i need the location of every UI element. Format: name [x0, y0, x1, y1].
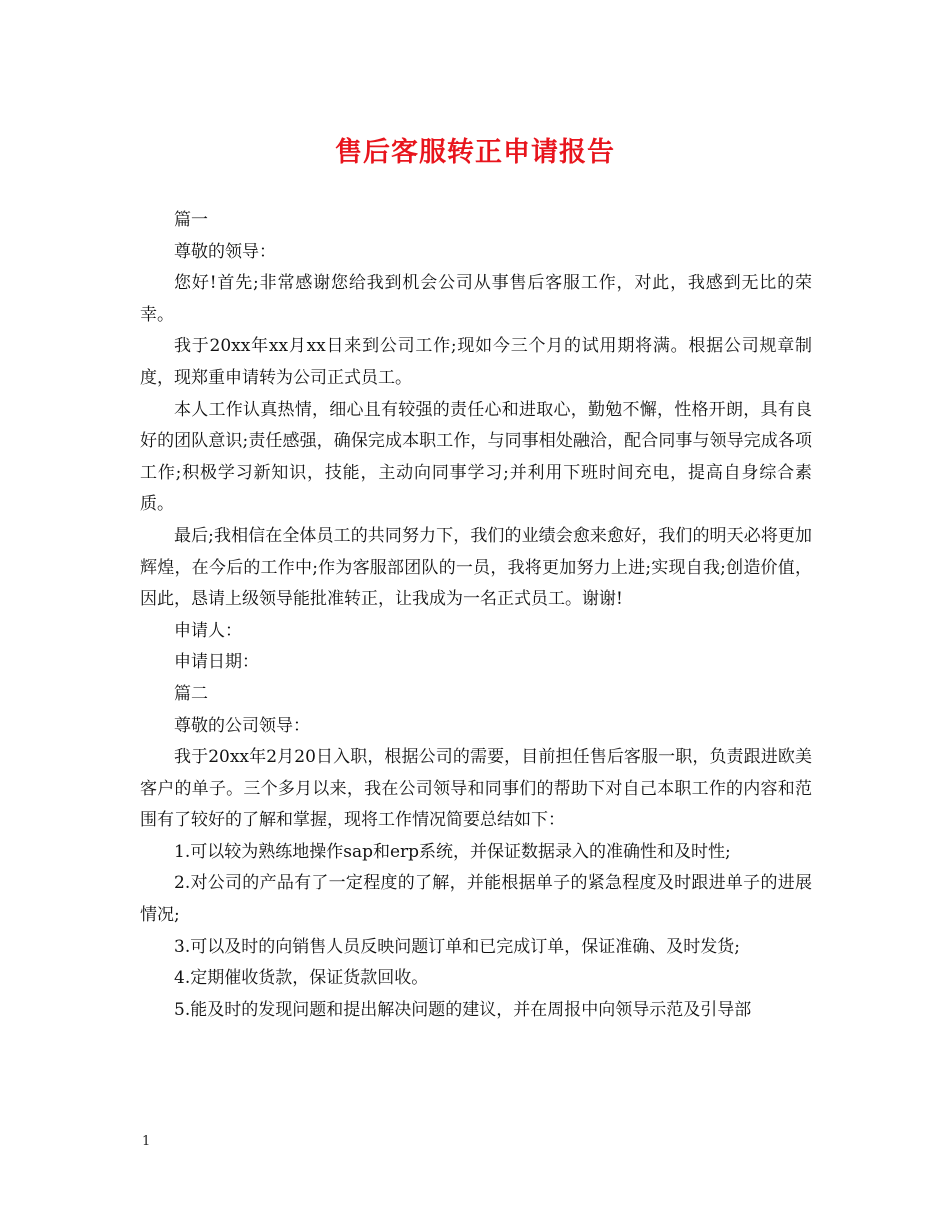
paragraph: 2.对公司的产品有了一定程度的了解，并能根据单子的紧急程度及时跟进单子的进展情况; [140, 873, 812, 926]
paragraph: 篇一 [174, 210, 208, 230]
paragraph: 尊敬的领导： [174, 241, 276, 262]
paragraph: 申请日期： [174, 652, 259, 673]
paragraph: 3.可以及时的向销售人员反映问题订单和已完成订单，保证准确、及时发货; [174, 936, 740, 957]
paragraph: 最后;我相信在全体员工的共同努力下，我们的业绩会愈来愈好，我们的明天必将更加辉煌，在今后的工作中;作为客服部团队的一员，我将更加努力上进;实现自我;创造价值，因此，恳请上级领导能批准转正，让我成为一名正式员工。谢谢! [140, 525, 812, 610]
document-title: 售后客服转正申请报告 [335, 137, 615, 168]
page-number: 1 [142, 1134, 151, 1149]
paragraph: 尊敬的公司领导： [174, 715, 310, 736]
paragraph: 篇二 [174, 683, 208, 704]
paragraph: 您好!首先;非常感谢您给我到机会公司从事售后客服工作，对此，我感到无比的荣幸。 [140, 273, 812, 325]
paragraph: 本人工作认真热情，细心且有较强的责任心和进取心，勤勉不懈，性格开朗，具有良好的团队意识;责任感强，确保完成本职工作，与同事相处融洽，配合同事与领导完成各项工作;积极学习新知识，技能，主动向同事学习;并利用下班时间充电，提高自身综合素质。 [140, 399, 812, 515]
paragraph: 我于20xx年2月20日入职，根据公司的需要，目前担任售后客服一职，负责跟进欧美客户的单子。三个多月以来，我在公司领导和同事们的帮助下对自己本职工作的内容和范围有了较好的了解和掌握，现将工作情况简要总结如下： [140, 747, 812, 831]
paragraph: 1.可以较为熟练地操作sap和erp系统，并保证数据录入的准确性和及时性; [174, 841, 731, 862]
document-body [140, 205, 812, 1026]
paragraph: 申请人： [174, 620, 242, 641]
paragraph: 我于20xx年xx月xx日来到公司工作;现如今三个月的试用期将满。根据公司规章制度，现郑重申请转为公司正式员工。 [140, 336, 812, 388]
paragraph: 5.能及时的发现问题和提出解决问题的建议，并在周报中向领导示范及引导部 [174, 999, 752, 1020]
paragraph: 4.定期催收货款，保证货款回收。 [174, 968, 429, 989]
